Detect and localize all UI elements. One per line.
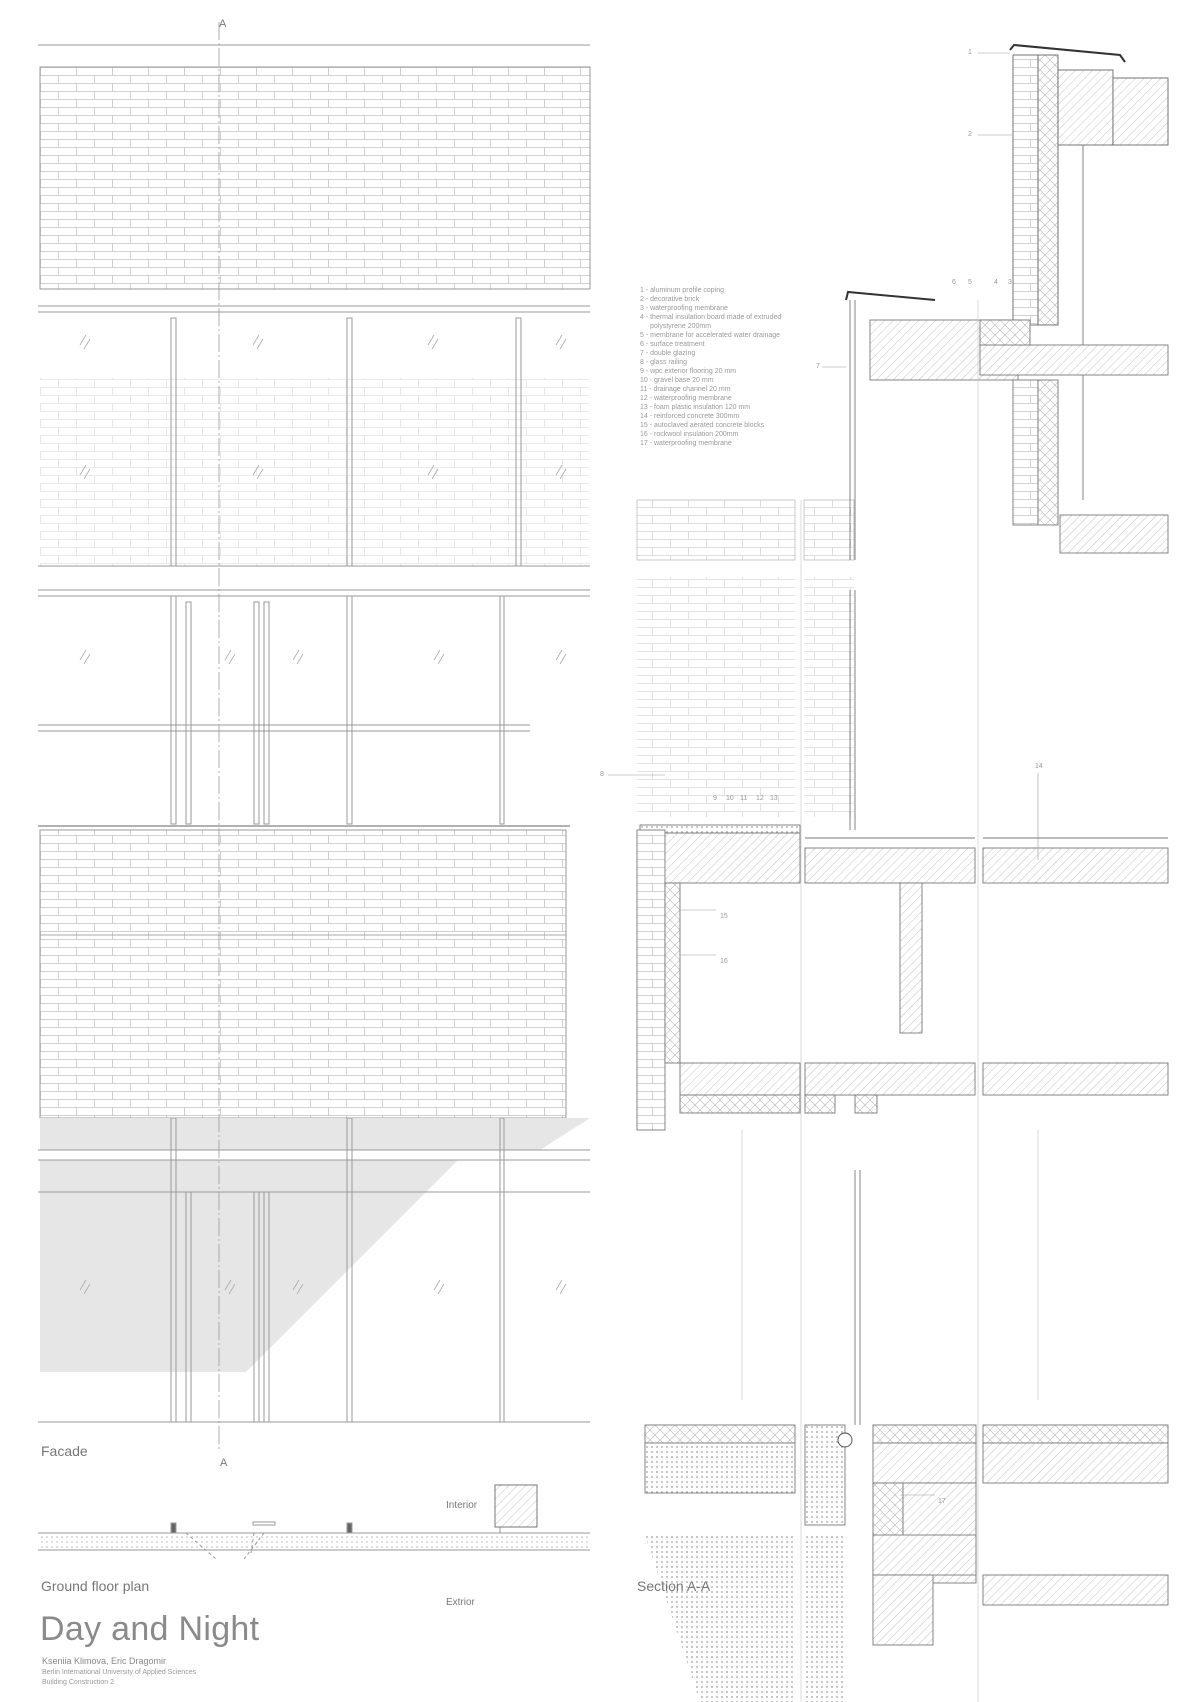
legend-item: 14 - reinforced concrete 300mm: [640, 413, 740, 420]
institution: Berlin International University of Applied Sciences: [42, 1669, 197, 1676]
callout-6: 6: [952, 279, 956, 286]
callout-5: 5: [968, 279, 972, 286]
legend-item: 5 - membrane for accelerated water drainage: [640, 332, 781, 339]
page-title: Day and Night: [40, 1610, 260, 1648]
callout-15: 15: [720, 913, 728, 920]
callout-10: 10: [726, 795, 734, 802]
section-marker-top: A: [219, 18, 227, 30]
interior-label: Interior: [446, 1500, 478, 1511]
callout-7: 7: [816, 363, 820, 370]
legend-item: 3 - waterproofing membrane: [640, 305, 728, 312]
legend-item: 10 - gravel base 20 mm: [640, 377, 714, 384]
exterior-label: Extrior: [446, 1597, 475, 1608]
interior-swatch: [495, 1485, 537, 1527]
callout-16: 16: [720, 958, 728, 965]
callout-13: 13: [770, 795, 778, 802]
ground-floor-plan-caption: Ground floor plan: [41, 1578, 150, 1594]
legend-item: 4 - thermal insulation board made of extruded: [640, 314, 782, 321]
legend-item: 6 - surface treatment: [640, 341, 705, 348]
legend-item: 2 - decorative brick: [640, 296, 700, 303]
course: Building Construction 2: [42, 1679, 114, 1686]
legend-item: 8 - glass railing: [640, 359, 688, 366]
legend-item: 16 - rockwool insulation 200mm: [640, 431, 739, 438]
brick-band-top: [40, 67, 590, 289]
callout-4: 4: [994, 279, 998, 286]
materials-legend: [640, 286, 800, 448]
authors: Kseniia Klimova, Eric Dragomir: [42, 1656, 167, 1666]
callout-8: 8: [600, 771, 604, 778]
legend-item: 17 - waterproofing membrane: [640, 440, 732, 447]
callout-3: 3: [1008, 279, 1012, 286]
cast-shadow: [40, 1118, 590, 1150]
facade-caption: Facade: [41, 1443, 88, 1459]
legend-item: polystyrene 200mm: [650, 323, 712, 330]
section-caption: Section A-A: [637, 1578, 711, 1594]
legend-item: 1 - aluminum profile coping: [640, 287, 725, 294]
legend-item: 9 - wpc exterior flooring 20 mm: [640, 368, 737, 375]
callout-11: 11: [740, 795, 748, 802]
legend-item: 15 - autoclaved aerated concrete blocks: [640, 422, 765, 429]
callout-12: 12: [756, 795, 764, 802]
callout-1: 1: [968, 49, 972, 56]
callout-9: 9: [713, 795, 717, 802]
legend-item: 11 - drainage channel 20 mm: [640, 386, 731, 393]
legend-item: 7 - double glazing: [640, 350, 696, 357]
brick-band-balcony: [40, 830, 566, 1118]
callout-17: 17: [938, 1498, 946, 1505]
callout-14: 14: [1035, 763, 1043, 770]
legend-item: 13 - foam plastic insulation 120 mm: [640, 404, 751, 411]
callout-2: 2: [968, 131, 972, 138]
legend-item: 12 - waterproofing membrane: [640, 395, 732, 402]
ground-floor-plan: [38, 1522, 590, 1559]
section-marker-bottom: A: [220, 1457, 228, 1469]
